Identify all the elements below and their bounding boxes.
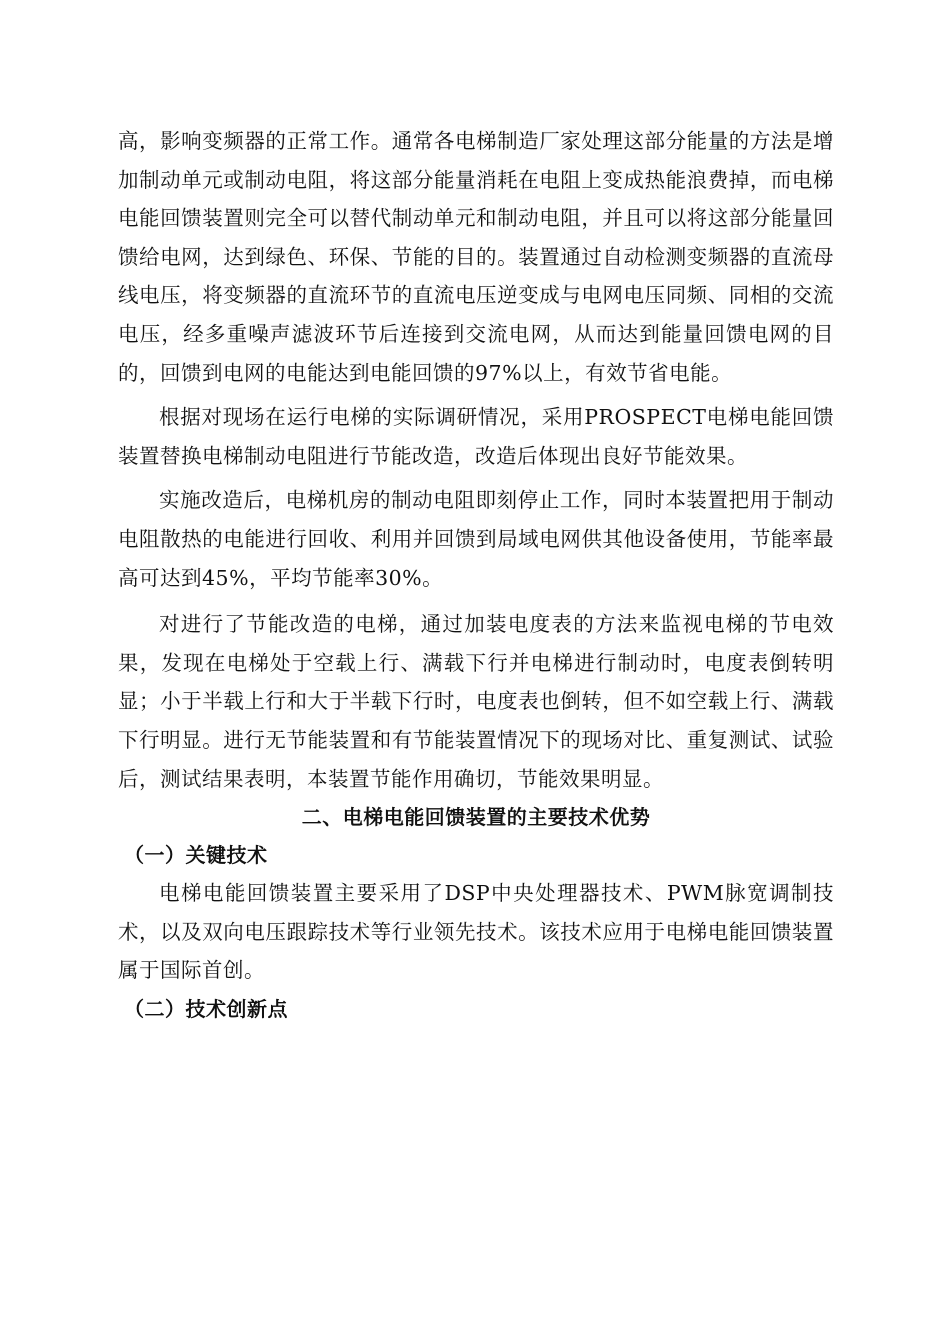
- body-paragraph-key-technology: 电梯电能回馈装置主要采用了DSP中央处理器技术、PWM脉宽调制技术，以及双向电压跟踪技术等行业领先技术。该技术应用于电梯电能回馈装置属于国际首创。: [118, 881, 834, 983]
- subsection-heading-innovation: （二）技术创新点: [124, 996, 288, 1021]
- body-paragraph-2: 根据对现场在运行电梯的实际调研情况，采用PROSPECT电梯电能回馈装置替换电梯制动电阻进行节能改造，改造后体现出良好节能效果。: [118, 405, 834, 468]
- section-heading: 二、电梯电能回馈装置的主要技术优势: [301, 805, 651, 830]
- subsection-heading-key-technology: （一）关键技术: [124, 843, 268, 868]
- document-page: [118, 122, 834, 1028]
- body-paragraph-1: 高，影响变频器的正常工作。通常各电梯制造厂家处理这部分能量的方法是增加制动单元或制动电阻，将这部分能量消耗在电阻上变成热能浪费掉，而电梯电能回馈装置则完全可以替代制动单元和制动电阻，并且可以将这部分能量回馈给电网，达到绿色、环保、节能的目的。装置通过自动检测变频器的直流母线电压，将变频器的直流环节的直流电压逆变成与电网电压同频、同相的交流电压，经多重噪声滤波环节后连接到交流电网，从而达到能量回馈电网的目的，回馈到电网的电能达到电能回馈的97%以上，有效节省电能。: [118, 129, 834, 385]
- body-paragraph-3: 实施改造后，电梯机房的制动电阻即刻停止工作，同时本装置把用于制动电阻散热的电能进行回收、利用并回馈到局域电网供其他设备使用，节能率最高可达到45%，平均节能率30%。: [118, 488, 834, 590]
- body-paragraph-4: 对进行了节能改造的电梯，通过加装电度表的方法来监视电梯的节电效果，发现在电梯处于空载上行、满载下行并电梯进行制动时，电度表倒转明显；小于半载上行和大于半载下行时，电度表也倒转，但不如空载上行、满载下行明显。进行无节能装置和有节能装置情况下的现场对比、重复测试、试验后，测试结果表明，本装置节能作用确切，节能效果明显。: [118, 612, 834, 791]
